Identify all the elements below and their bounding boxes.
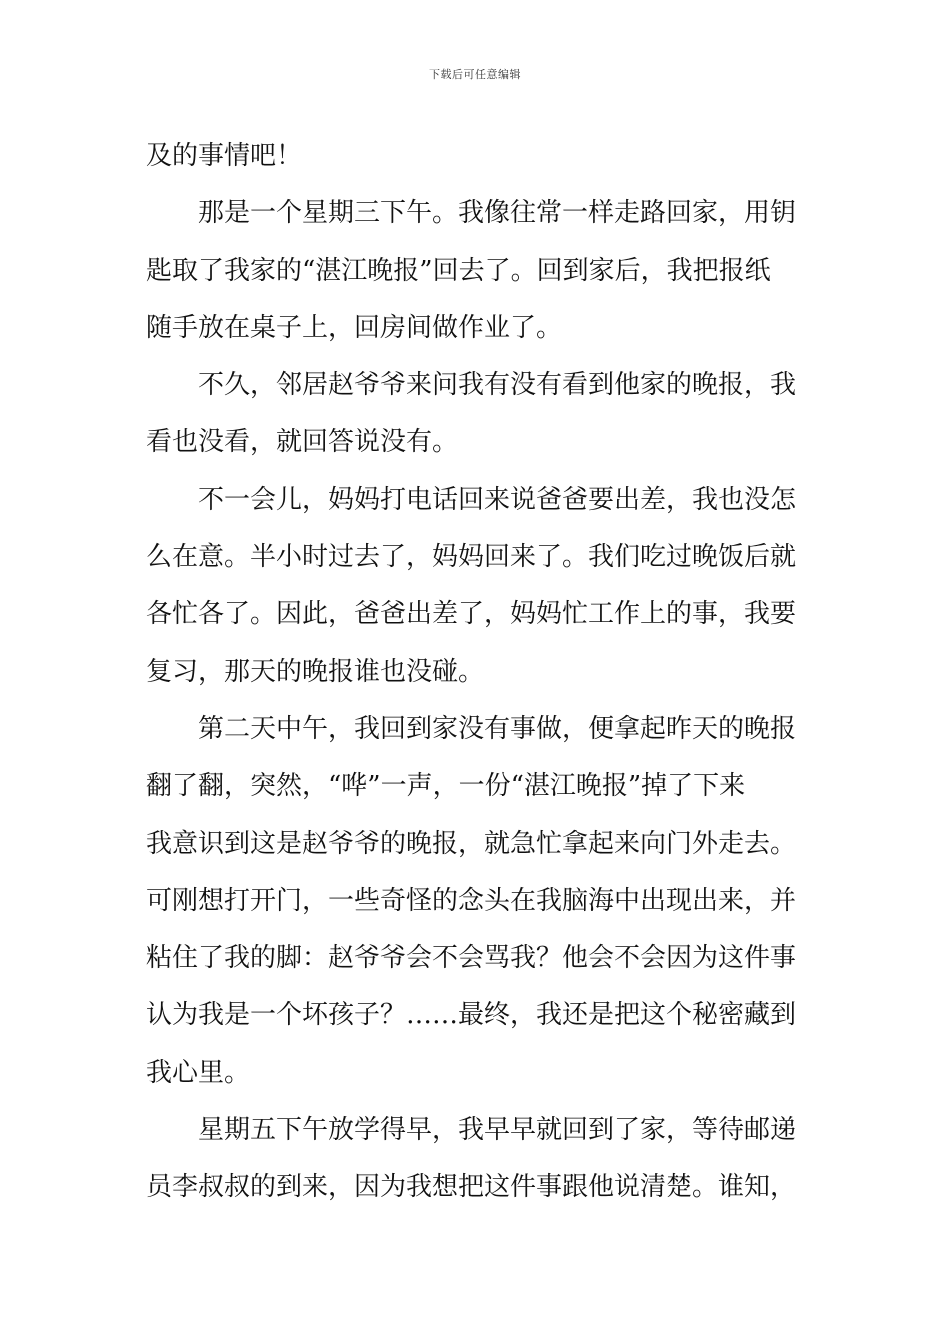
text-line: 我心里。 — [146, 1057, 251, 1088]
body-text — [146, 128, 808, 1217]
page-header: 下载后可任意编辑 — [429, 68, 521, 81]
text-line: 看也没看，就回答说没有。 — [146, 427, 459, 458]
text-line: 粘住了我的脚：赵爷爷会不会骂我？他会不会因为这件事 — [146, 943, 797, 974]
text-line: 复习，那天的晚报谁也没碰。 — [146, 656, 485, 687]
text-line: 员李叔叔的到来，因为我想把这件事跟他说清楚。谁知， — [146, 1172, 797, 1203]
text-line: 随手放在桌子上，回房间做作业了。 — [146, 312, 563, 343]
text-line: 及的事情吧！ — [146, 141, 303, 171]
text-line: 不一会儿，妈妈打电话回来说爸爸要出差，我也没怎 — [198, 484, 797, 515]
text-line: 么在意。半小时过去了，妈妈回来了。我们吃过晚饭后就 — [146, 542, 797, 573]
text-line: 不久，邻居赵爷爷来问我有没有看到他家的晚报，我 — [198, 370, 797, 401]
text-line: 那是一个星期三下午。我像往常一样走路回家，用钥 — [198, 198, 797, 229]
text-line: 认为我是一个坏孩子？……最终，我还是把这个秘密藏到 — [146, 1000, 797, 1031]
text-line: 各忙各了。因此，爸爸出差了，妈妈忙工作上的事，我要 — [146, 599, 797, 630]
text-line: 星期五下午放学得早，我早早就回到了家，等待邮递 — [198, 1115, 797, 1146]
text-line: 翻了翻，突然，“哗”一声，一份“湛江晚报”掉了下来 — [146, 771, 746, 802]
text-line: 第二天中午，我回到家没有事做，便拿起昨天的晚报 — [198, 713, 797, 744]
text-line: 可刚想打开门，一些奇怪的念头在我脑海中出现出来，并 — [146, 885, 797, 916]
text-line: 匙取了我家的“湛江晚报”回去了。回到家后，我把报纸 — [146, 255, 771, 286]
text-line: 我意识到这是赵爷爷的晚报，就急忙拿起来向门外走去。 — [146, 828, 797, 859]
